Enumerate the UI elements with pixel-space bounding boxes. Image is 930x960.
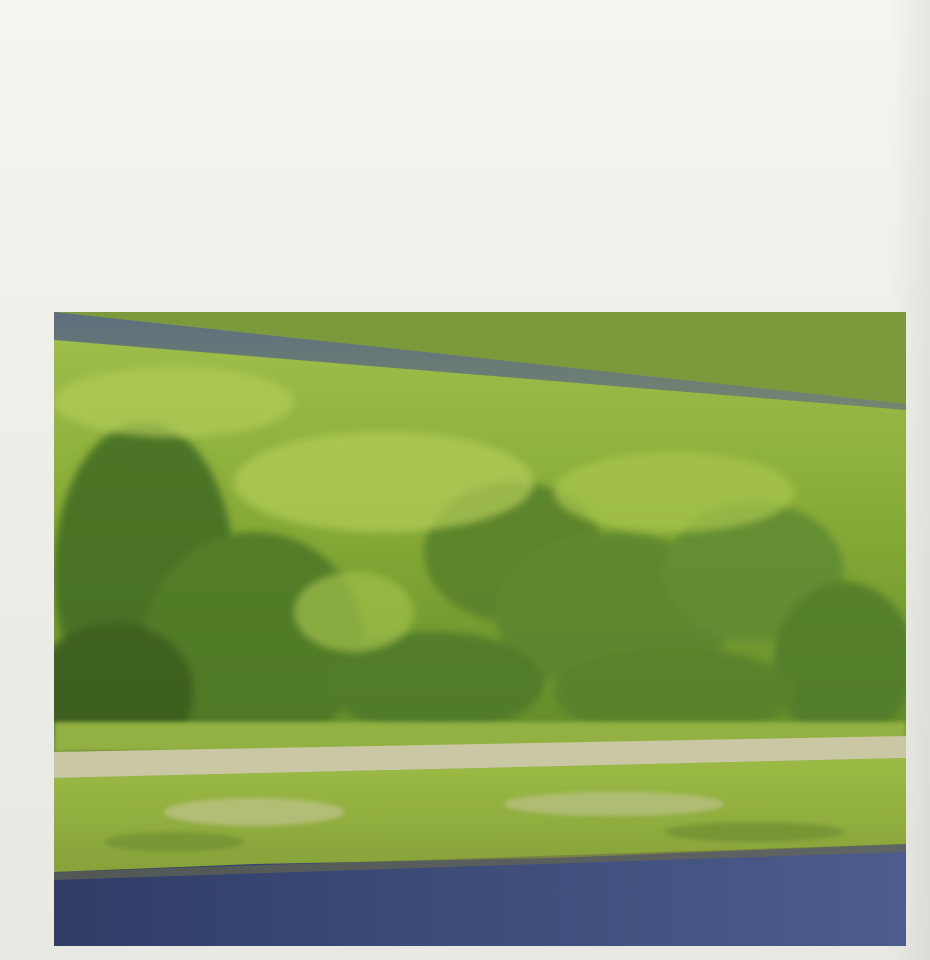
terrain-photo: [54, 312, 906, 946]
